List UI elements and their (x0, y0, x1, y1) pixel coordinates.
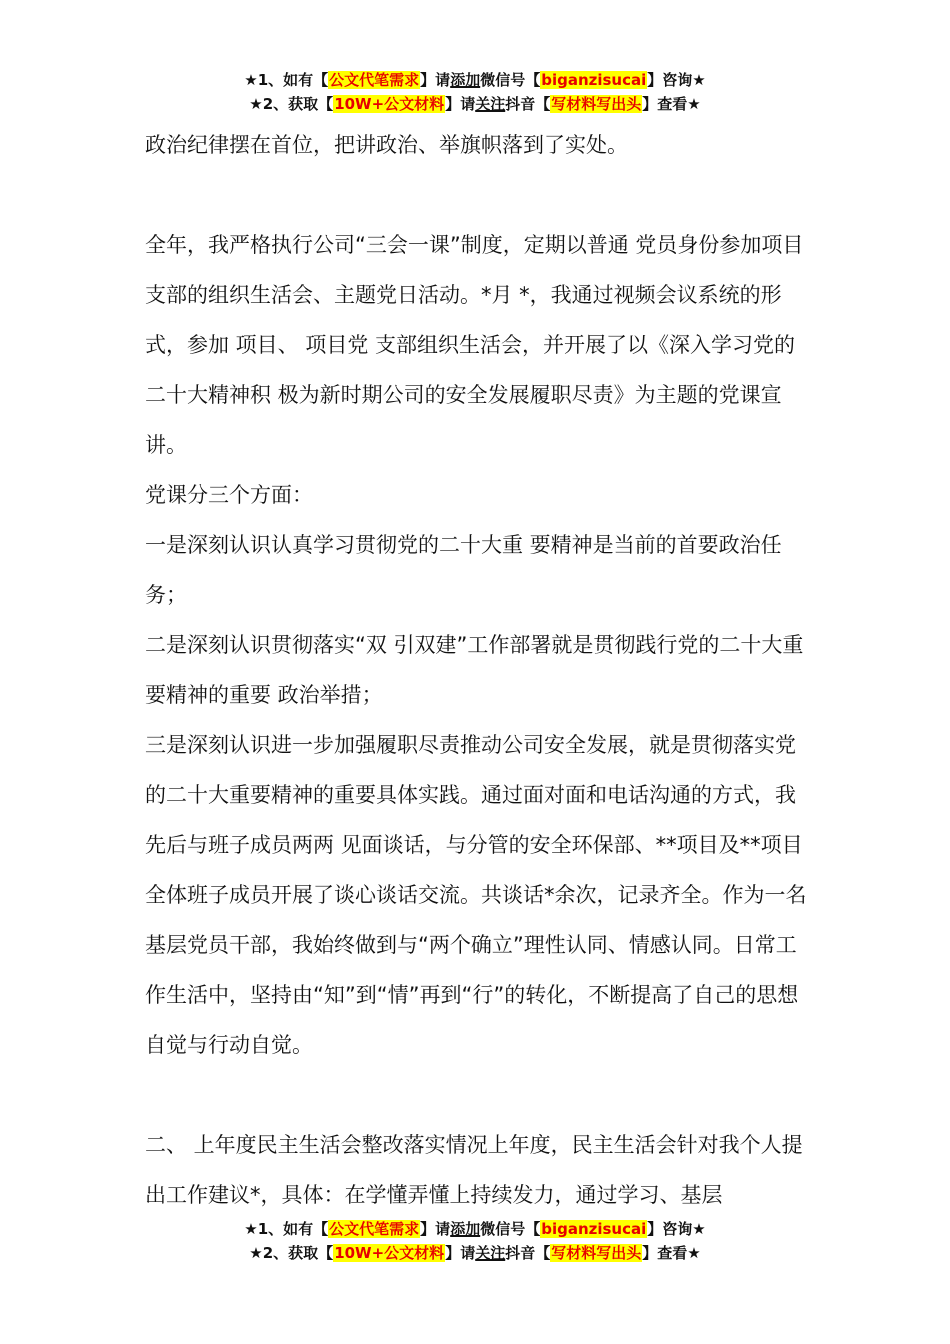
banner-text: 】请 (420, 71, 451, 89)
underlined-text: 关注 (475, 1244, 506, 1262)
banner-text: 】咨询★ (647, 1220, 706, 1238)
banner-text: 微信号【 (480, 1220, 541, 1238)
paragraph: 二、 上年度民主生活会整改落实情况上年度，民主生活会针对我个人提出工作建议*，具体：在学懂弄懂上持续发力，通过学习、基层 (145, 1133, 803, 1207)
banner-text: 】请 (445, 95, 476, 113)
footer-line-1 (0, 1217, 950, 1241)
banner-text: 】查看★ (642, 1244, 701, 1262)
paragraph-gap (145, 170, 810, 220)
paragraph: 三是深刻认识进一步加强履职尽责推动公司安全发展，就是贯彻落实党的二十大重要精神的重要具体实践。通过面对面和电话沟通的方式，我先后与班子成员两两 见面谈话，与分管的安全环保部、**项目及**项目全体班子成员开展了谈心谈话交流。共谈话*余次，记录齐全。作为一名基层党员干部，我始终做到与“两个确立”理性认同、情感认同。日常工作生活中，坚持由“知”到“情”再到“行”的转化，不断提高了自己的思想自觉与行动自觉。 (145, 733, 807, 1057)
paragraph: 全年，我严格执行公司“三会一课”制度，定期以普通 党员身份参加项目支部的组织生活会、主题党日活动。*月 *，我通过视频会议系统的形式，参加 项目、 项目党 支部组织生活会，并开展了以《深入学习党的二十大精神积 极为新时期公司的安全发展履职尽责》为主题的党课宣讲。 (145, 233, 804, 457)
banner-text: ★2、获取【 (249, 95, 334, 113)
banner-text: 抖音【 (505, 1244, 551, 1262)
banner-text: 】查看★ (642, 95, 701, 113)
douyin-highlight: 写材料写出头 (551, 95, 642, 113)
underlined-text: 添加 (450, 71, 481, 89)
paragraph: 一是深刻认识认真学习贯彻党的二十大重 要精神是当前的首要政治任务； (145, 533, 782, 607)
banner-text: ★2、获取【 (249, 1244, 334, 1262)
banner-text: ★1、如有【 (244, 1220, 329, 1238)
banner-text: 微信号【 (480, 71, 541, 89)
banner-text: ★1、如有【 (244, 71, 329, 89)
underlined-text: 添加 (450, 1220, 481, 1238)
banner-text: 】请 (445, 1244, 476, 1262)
underlined-text: 关注 (475, 95, 506, 113)
paragraph-gap (145, 1070, 810, 1120)
header-line-2 (0, 92, 950, 116)
paragraph: 党课分三个方面： (145, 483, 313, 507)
footer-banner (0, 1217, 950, 1265)
document-body (145, 120, 810, 1220)
highlight-text: 公文代笔需求 (329, 71, 420, 89)
banner-text: 】咨询★ (647, 71, 706, 89)
douyin-highlight: 写材料写出头 (551, 1244, 642, 1262)
header-banner (0, 68, 950, 116)
paragraph: 二是深刻认识贯彻落实“双 引双建”工作部署就是贯彻践行党的二十大重要精神的重要 政治举措； (145, 633, 804, 707)
footer-line-2 (0, 1241, 950, 1265)
wechat-id-highlight: biganzisucai (541, 71, 647, 89)
highlight-text: 公文代笔需求 (329, 1220, 420, 1238)
header-line-1 (0, 68, 950, 92)
wechat-id-highlight: biganzisucai (541, 1220, 647, 1238)
banner-text: 】请 (420, 1220, 451, 1238)
highlight-text: 10W+公文材料 (334, 1244, 445, 1262)
banner-text: 抖音【 (505, 95, 551, 113)
paragraph: 政治纪律摆在首位，把讲政治、举旗帜落到了实处。 (145, 133, 628, 157)
highlight-text: 10W+公文材料 (334, 95, 445, 113)
